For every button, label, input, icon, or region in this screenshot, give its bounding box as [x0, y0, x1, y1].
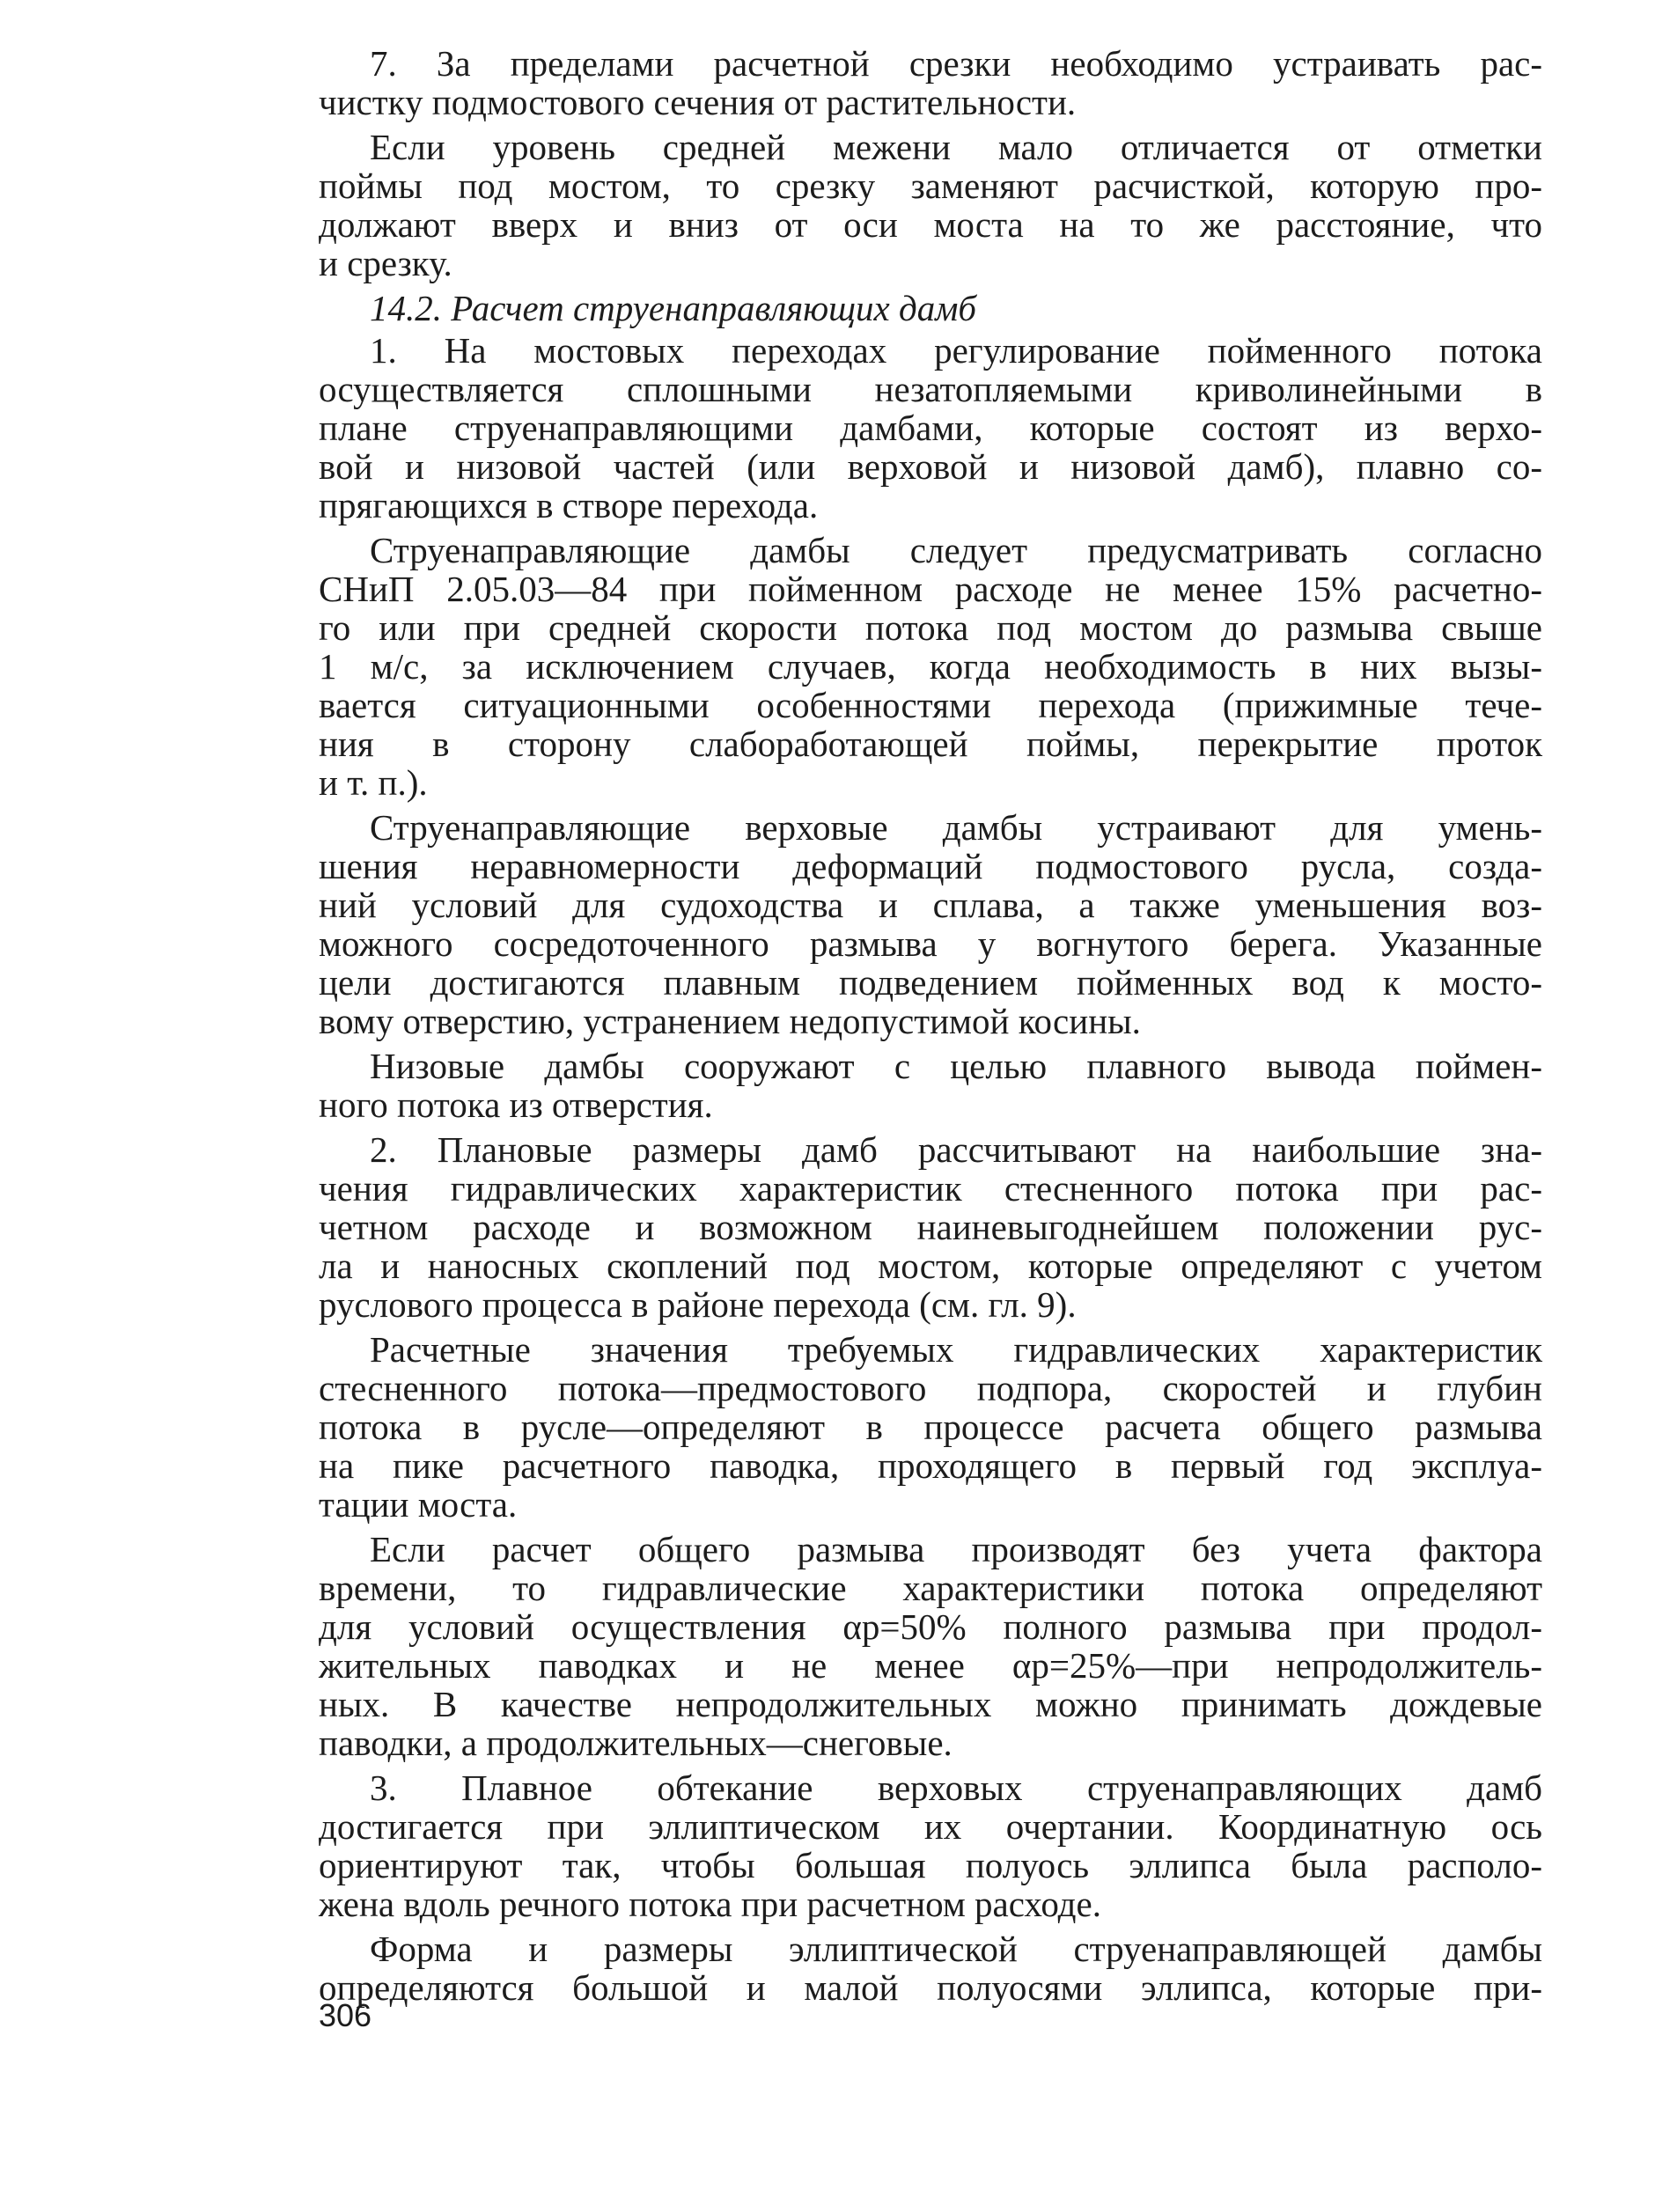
text-line: жительных паводках и не менее αр=25%—при непродолжитель-: [319, 1645, 1542, 1686]
text-line: ного потока из отверстия.: [319, 1084, 713, 1125]
text-line: 1 м/с, за исключением случаев, когда необходимость в них вызы-: [319, 646, 1542, 687]
section-heading: 14.2. Расчет струенаправляющих дамб: [370, 288, 977, 328]
text-line: осуществляется сплошными незатопляемыми криволинейными в: [319, 369, 1542, 409]
text-line: вой и низовой частей (или верховой и низовой дамб), плавно со-: [319, 446, 1542, 487]
text-line: Расчетные значения требуемых гидравлических характеристик: [370, 1329, 1542, 1370]
text-line: ния в сторону слаборaботающей поймы, перекрытие проток: [319, 724, 1542, 764]
paragraph: [319, 128, 1542, 283]
paragraph: [319, 1929, 1542, 2007]
paragraph: [319, 1130, 1542, 1324]
text-line: для условий осуществления αр=50% полного размыва при продол-: [319, 1606, 1542, 1647]
text-line: прягающихся в створе перехода.: [319, 485, 819, 525]
text-line: 2. Плановые размеры дамб рассчитывают на наибольшие зна-: [370, 1129, 1542, 1170]
paragraph: [319, 531, 1542, 802]
text-line: шения неравномерности деформаций подмостового русла, созда-: [319, 846, 1542, 886]
text-line: го или при средней скорости потока под мостом до размыва свыше: [319, 607, 1542, 648]
text-line: Если уровень средней межени мало отличается от отметки: [370, 127, 1542, 167]
text-line: Струенаправляющие дамбы следует предусматривать согласно: [370, 530, 1542, 570]
text-line: времени, то гидравлические характеристики потока определяют: [319, 1568, 1542, 1608]
text-line: 3. Плавное обтекание верховых струенаправляющих дамб: [370, 1767, 1542, 1808]
text-line: Струенаправляющие верховые дамбы устраивают для умень-: [370, 807, 1542, 848]
text-line: на пике расчетного паводка, проходящего в первый год эксплуа-: [319, 1445, 1542, 1486]
text-line: вому отверстию, устранением недопустимой косины.: [319, 1001, 1141, 1041]
text-line: ла и наносных скоплений под мостом, которые определяют с учетом: [319, 1246, 1542, 1286]
text-line: Низовые дамбы сооружают с целью плавного вывода поймен-: [370, 1046, 1542, 1086]
text-line: четном расходе и возможном наиневыгоднейшем положении рус-: [319, 1207, 1542, 1247]
paragraph: [319, 331, 1542, 525]
text-line: ориентируют так, чтобы большая полуось эллипса была располо-: [319, 1845, 1542, 1885]
text-line: руслового процесса в районе перехода (см. гл. 9).: [319, 1284, 1077, 1325]
text-column: [319, 44, 1542, 2013]
page-number: 306: [319, 1997, 372, 2033]
paragraph: [319, 1768, 1542, 1923]
section-heading-block: [319, 289, 1542, 327]
text-line: и срезку.: [319, 243, 452, 283]
text-line: жена вдоль речного потока при расчетном расходе.: [319, 1884, 1101, 1924]
text-line: паводки, а продолжительных—снеговые.: [319, 1723, 953, 1763]
text-line: ний условий для судоходства и сплава, а также уменьшения воз-: [319, 885, 1542, 925]
paragraph: [319, 1530, 1542, 1762]
text-line: стесненного потока—предмостового подпора, скоростей и глубин: [319, 1368, 1542, 1408]
paragraph: [319, 1330, 1542, 1524]
text-line: Форма и размеры эллиптической струенаправляющей дамбы: [370, 1929, 1542, 1969]
text-line: 1. На мостовых переходах регулирование пойменного потока: [370, 330, 1542, 371]
paragraph: [319, 808, 1542, 1040]
text-line: поймы под мостом, то срезку заменяют расчисткой, которую про-: [319, 165, 1542, 206]
text-line: чения гидравлических характеристик стесненного потока при рас-: [319, 1168, 1542, 1209]
text-line: 7. За пределами расчетной срезки необходимо устраивать рас-: [370, 43, 1542, 84]
text-line: и т. п.).: [319, 762, 428, 803]
text-line: чистку подмостового сечения от растительности.: [319, 82, 1077, 122]
text-line: Если расчет общего размыва производят без учета фактора: [370, 1529, 1542, 1569]
text-line: СНиП 2.05.03—84 при пойменном расходе не менее 15% расчетно-: [319, 569, 1542, 609]
paragraph: [319, 1047, 1542, 1124]
text-line: ных. В качестве непродолжительных можно принимать дождевые: [319, 1684, 1542, 1724]
paragraph: [319, 44, 1542, 121]
text-line: достигается при эллиптическом их очертании. Координатную ось: [319, 1806, 1542, 1847]
text-line: потока в русле—определяют в процессе расчета общего размыва: [319, 1407, 1542, 1447]
text-line: должают вверх и вниз от оси моста на то же расстояние, что: [319, 204, 1542, 245]
text-line: плане струенаправляющими дамбами, которые состоят из верхо-: [319, 408, 1542, 448]
text-line: можного сосредоточенного размыва у вогнутого берега. Указанные: [319, 923, 1542, 964]
text-line: тации моста.: [319, 1484, 518, 1525]
text-line: вается ситуационными особенностями перехода (прижимные тече-: [319, 685, 1542, 725]
text-line: определяются большой и малой полуосями эллипса, которые при-: [319, 1967, 1542, 2008]
text-line: цели достигаются плавным подведением пойменных вод к мосто-: [319, 962, 1542, 1003]
